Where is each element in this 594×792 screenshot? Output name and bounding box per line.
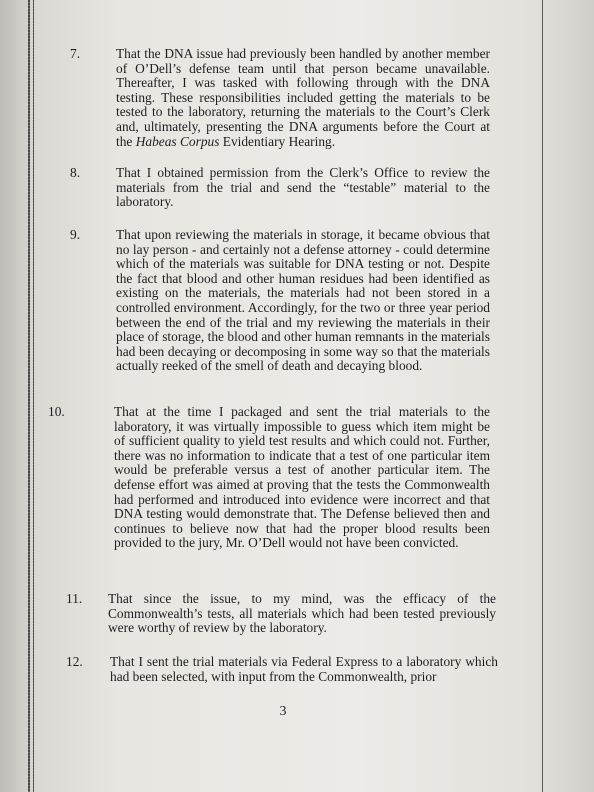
margin-rule-left-inner [33,0,34,792]
paragraph-number: 10. [48,404,65,419]
paragraph-number: 12. [66,654,83,669]
paragraph-7 [70,47,490,149]
paragraph-text: That since the issue, to my mind, was the efficacy of the Commonwealth’s tests, all materials which had been tested previously were worthy of review by the laboratory. [108,591,496,636]
paragraph-text: That at the time I packaged and sent the trial materials to the laboratory, it was virtually impossible to guess which item might be of sufficient quality to yield test results and which could not. Further, there was no information to indicate that a test of one particular item would be preferable versus a test of another particular item. The defense effort was aimed at proving that the tests the Commonwealth had performed and introduced into evidence were incorrect and that DNA testing would demonstrate that. The Defense believed then and continues to believe now that had the proper blood results been provided to the jury, Mr. O’Dell would not have been convicted. [114,404,490,551]
paragraph-12 [66,654,498,684]
paragraph-number: 8. [70,165,81,180]
paragraph-text: That I sent the trial materials via Federal Express to a laboratory which had been selected, with input from the Commonwealth, prior [110,654,498,684]
paragraph-text: That I obtained permission from the Clerk’s Office to review the materials from the trial and send the “testable” material to the laboratory. [116,165,490,210]
paragraph-number: 7. [70,46,81,61]
paragraph-number: 9. [70,227,81,242]
paragraph-10 [48,404,490,551]
paragraph-text: That upon reviewing the materials in storage, it became obvious that no lay person - and certainly not a defense attorney - could determine which of the materials was suitable for DNA testing or not. Despite the fact that blood and other human residues had been identified as existing on the materials, the materials had not been stored in a controlled environment. Accordingly, for the two or three year period between the end of the trial and my reviewing the materials in their place of storage, the blood and other human remnants in the materials had been decaying or decomposing in some way so that the materials actually reeked of the smell of death and decaying blood. [116,227,490,374]
paragraph-text: That the DNA issue had previously been handled by another member of O’Dell’s defense team until that person became unavailable. Thereafter, I was tasked with following through with the DNA testing. These responsibilities included getting the materials to be tested to the laboratory, returning the materials to the Court’s Clerk and, ultimately, presenting the DNA arguments before the Court at the Habeas Corpus Evidentiary Hearing. [116,46,490,149]
paragraph-8 [70,166,490,210]
paragraph-9 [70,228,490,374]
paragraph-11 [66,591,496,636]
margin-rule-right [542,0,543,792]
paragraph-number: 11. [66,591,83,606]
page-number: 3 [279,704,287,719]
margin-rule-left [28,0,30,792]
case-term: Habeas Corpus [135,133,220,149]
